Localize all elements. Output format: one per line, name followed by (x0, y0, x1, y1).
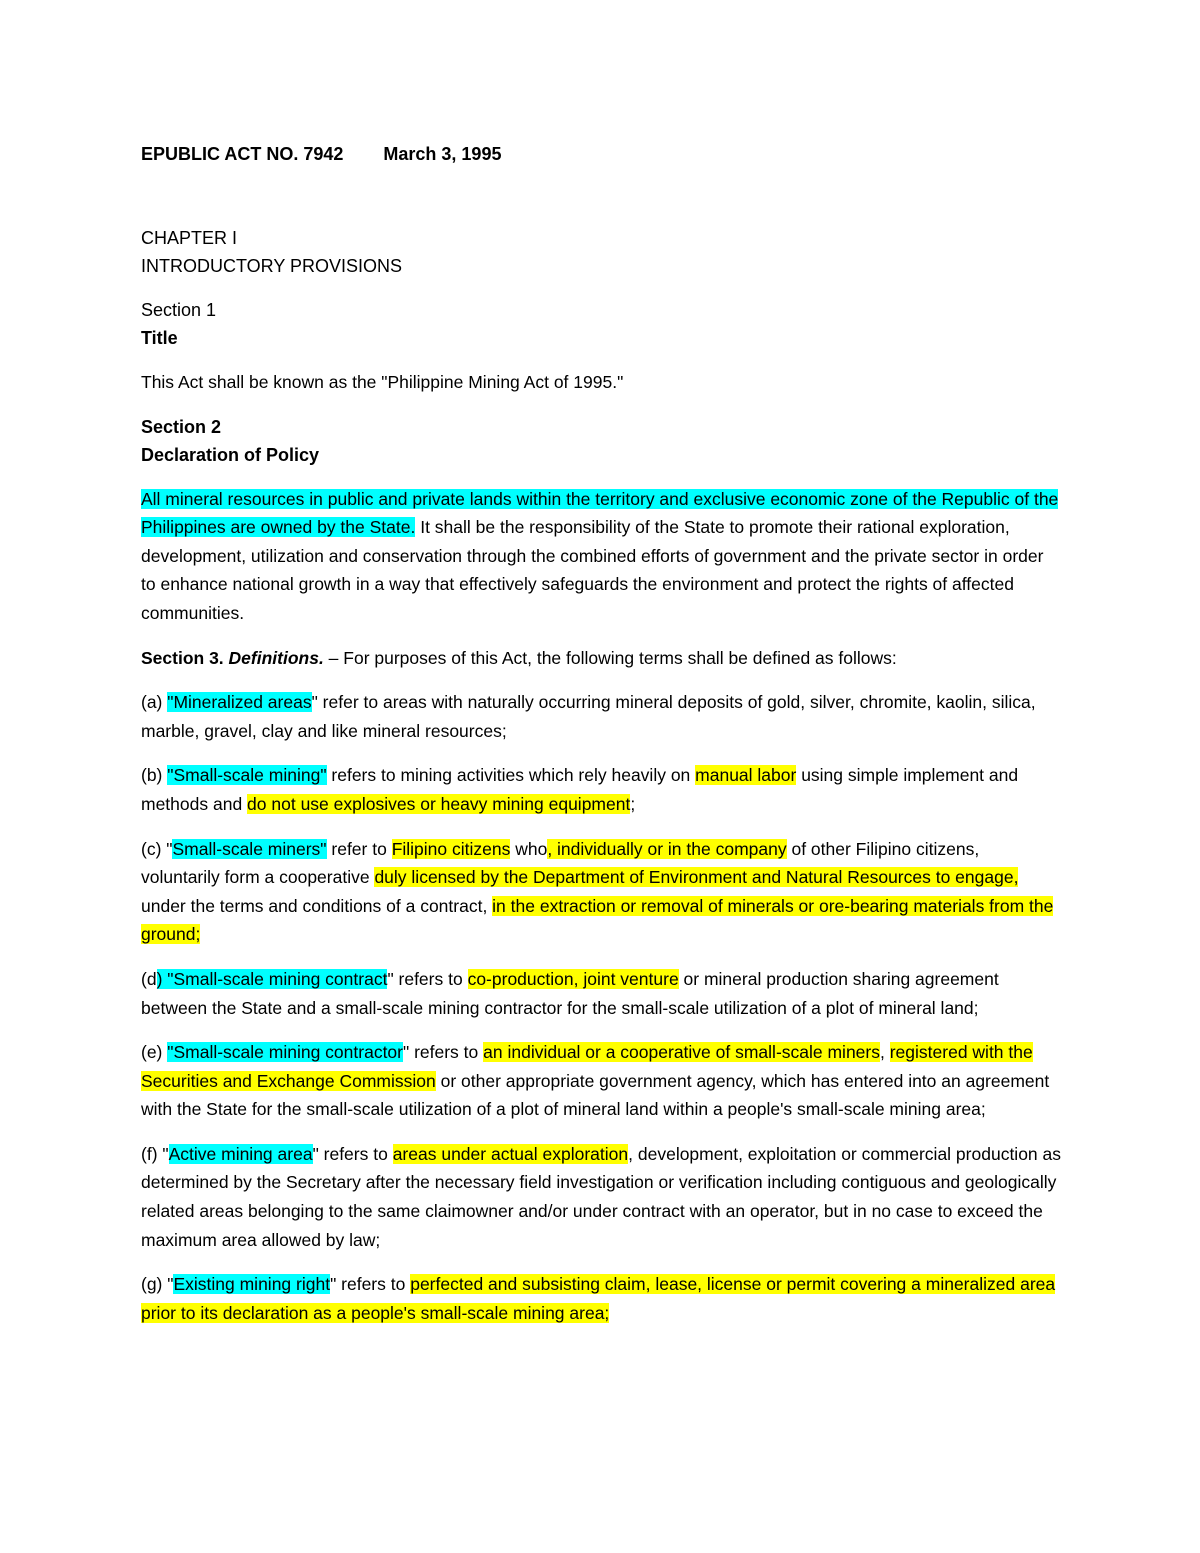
section-1-title: Title (141, 328, 178, 348)
section-2-title: Declaration of Policy (141, 444, 320, 465)
section-1-heading (141, 296, 1061, 352)
definition-text: " refers to (403, 1042, 484, 1063)
definition-text: , (880, 1042, 890, 1063)
definition-text: (g) " (141, 1274, 174, 1295)
highlighted-phrase: areas under actual exploration (392, 1143, 629, 1164)
definition-text: , development, exploitation or commercial production as determined by the Secretary after the necessary field investigation or verification including contiguous and geologically related areas belonging to the same claimowner and/or under contract with an operator, but in no case to exceed the maximum area allowed by law; (141, 1143, 1062, 1250)
defined-term: Existing mining right (173, 1274, 331, 1295)
definition-d (141, 965, 1061, 1022)
definition-text: (e) (141, 1042, 168, 1063)
highlighted-phrase: in the extraction or removal of minerals or ore-bearing materials from the ground; (141, 895, 1054, 945)
section-1-text: This Act shall be known as the "Philippine Mining Act of 1995." (141, 372, 624, 392)
definition-text: " refers to (387, 968, 468, 989)
section-2-heading (141, 413, 1061, 469)
section-3-intro-text: – For purposes of this Act, the following terms shall be defined as follows: (323, 647, 897, 668)
chapter-title: CHAPTER I (141, 228, 238, 248)
definition-text: (f) " (141, 1143, 169, 1164)
defined-term: "Small-scale mining" (167, 765, 327, 786)
highlighted-phrase: registered with the Securities and Exchange Commission (141, 1042, 1033, 1091)
section-2-text (141, 485, 1061, 628)
highlighted-phrase: do not use explosives or heavy mining equipment (247, 793, 631, 814)
act-number: EPUBLIC ACT NO. 7942 (141, 144, 344, 164)
definition-text: under the terms and conditions of a contract, (141, 895, 493, 916)
section-3-intro (141, 644, 1061, 673)
definition-a (141, 688, 1061, 745)
definition-text: (d (141, 968, 157, 989)
definition-text: " refer to areas with naturally occurring mineral deposits of gold, silver, chromite, kaolin, silica, marble, gravel, clay and like mineral resources; (141, 692, 1036, 741)
highlighted-phrase: Filipino citizens (391, 838, 511, 859)
chapter-subtitle: INTRODUCTORY PROVISIONS (141, 256, 403, 276)
highlighted-policy-text: All mineral resources in public and private lands within the territory and exclusive economic zone of the Republic of the Philippines are owned by the State. (141, 488, 1059, 538)
defined-term: Small-scale miners" (172, 838, 327, 859)
section-3-title: Definitions. (228, 647, 324, 668)
definition-g (141, 1270, 1061, 1327)
definition-text: who (510, 838, 548, 859)
highlighted-phrase: manual labor (695, 765, 797, 786)
policy-text: It shall be the responsibility of the State to promote their rational exploration, development, utilization and conservation through the combined efforts of government and the private sector in order to enhance national growth in a way that effectively safeguards the environment and protect the rights of affected communities. (141, 517, 1044, 623)
definition-text: (c) " (141, 838, 173, 859)
definition-b (141, 761, 1061, 818)
chapter-heading (141, 224, 1061, 280)
defined-term: Active mining area (168, 1143, 313, 1164)
definition-text: or mineral production sharing agreement between the State and a small-scale mining contractor for the small-scale utilization of a plot of mineral land; (141, 968, 999, 1018)
definition-text: " refers to (312, 1143, 393, 1164)
definition-text: refers to mining activities which rely heavily on (326, 765, 696, 786)
defined-term: "Small-scale mining contractor (167, 1042, 403, 1063)
section-2-label: Section 2 (141, 416, 222, 437)
act-date: March 3, 1995 (383, 144, 502, 164)
highlighted-phrase: duly licensed by the Department of Environment and Natural Resources to engage, (374, 867, 1019, 888)
definition-text: or other appropriate government agency, which has entered into an agreement with the State for the small-scale utilization of a plot of mineral land within a people's small-scale mining area; (141, 1070, 1050, 1120)
defined-term: "Mineralized areas (167, 692, 312, 713)
act-header (141, 140, 1061, 168)
highlighted-phrase: , individually or in the company (547, 838, 787, 859)
definition-c (141, 835, 1061, 949)
highlighted-phrase: an individual or a cooperative of small-scale miners (483, 1042, 880, 1063)
section-1-label: Section 1 (141, 300, 217, 320)
document-body (141, 140, 1061, 1343)
definition-text: ; (630, 793, 636, 814)
definition-text: " refers to (330, 1274, 411, 1295)
definition-text: using simple implement and methods and (141, 765, 1019, 814)
section-3-label: Section 3. (141, 647, 229, 668)
definition-e (141, 1038, 1061, 1124)
definition-text: refer to (326, 838, 392, 859)
defined-term: ) "Small-scale mining contract (156, 968, 388, 989)
highlighted-phrase: perfected and subsisting claim, lease, license or permit covering a mineralized area prior to its declaration as a people's small-scale mining area; (141, 1274, 1056, 1323)
definition-f (141, 1140, 1061, 1254)
definition-text: (a) (141, 692, 168, 713)
highlighted-phrase: co-production, joint venture (467, 968, 679, 989)
definition-text: (b) (141, 765, 168, 786)
definition-text: of other Filipino citizens, voluntarily form a cooperative (141, 838, 980, 888)
